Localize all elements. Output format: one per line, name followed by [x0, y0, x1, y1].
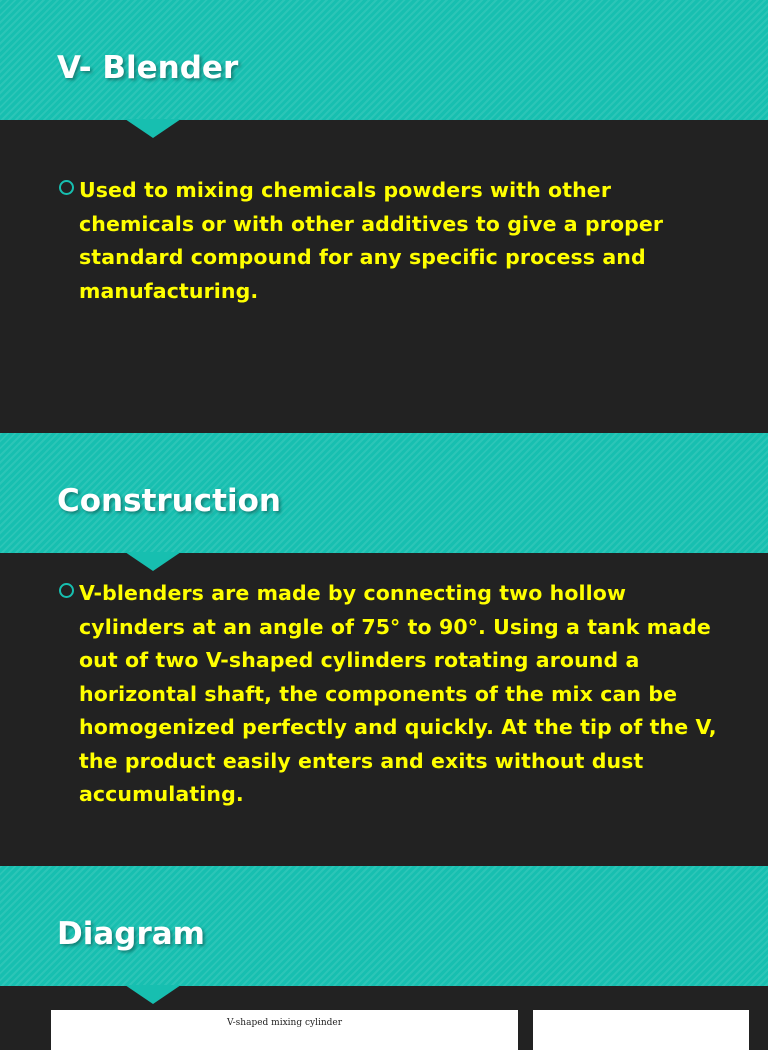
bullet-text: V-blenders are made by connecting two hollow cylinders at an angle of 75° to 90°. Using a tank made out of two V-shaped cylinders rotating around a horizontal shaft, the components of the mix can be homogenized perfectly and quickly. At the tip of the V, the product easily enters and exits without dust accumulating.	[79, 581, 717, 806]
bullet-circle-icon	[59, 180, 74, 195]
header-notch	[125, 552, 181, 571]
diagram-caption: V-shaped mixing cylinder	[226, 1018, 343, 1028]
slide-header	[0, 0, 768, 120]
slide-header	[0, 866, 768, 986]
slide-header	[0, 433, 768, 553]
slide-title: Diagram	[57, 916, 205, 952]
slide-construction	[0, 433, 768, 866]
slide-title: Construction	[57, 483, 281, 519]
bullet-circle-icon	[59, 583, 74, 598]
slide-v-blender	[0, 0, 768, 433]
header-notch	[125, 119, 181, 138]
bullet-item	[57, 174, 717, 308]
diagram-image-left	[51, 1010, 518, 1050]
bullet-text: Used to mixing chemicals powders with other chemicals or with other additives to give a proper standard compound for any specific process and manufacturing.	[79, 178, 664, 303]
bullet-item	[57, 577, 717, 812]
header-notch	[125, 985, 181, 1004]
diagram-image-right	[533, 1010, 749, 1050]
slide-diagram	[0, 866, 768, 1024]
slide-title: V- Blender	[57, 50, 239, 86]
